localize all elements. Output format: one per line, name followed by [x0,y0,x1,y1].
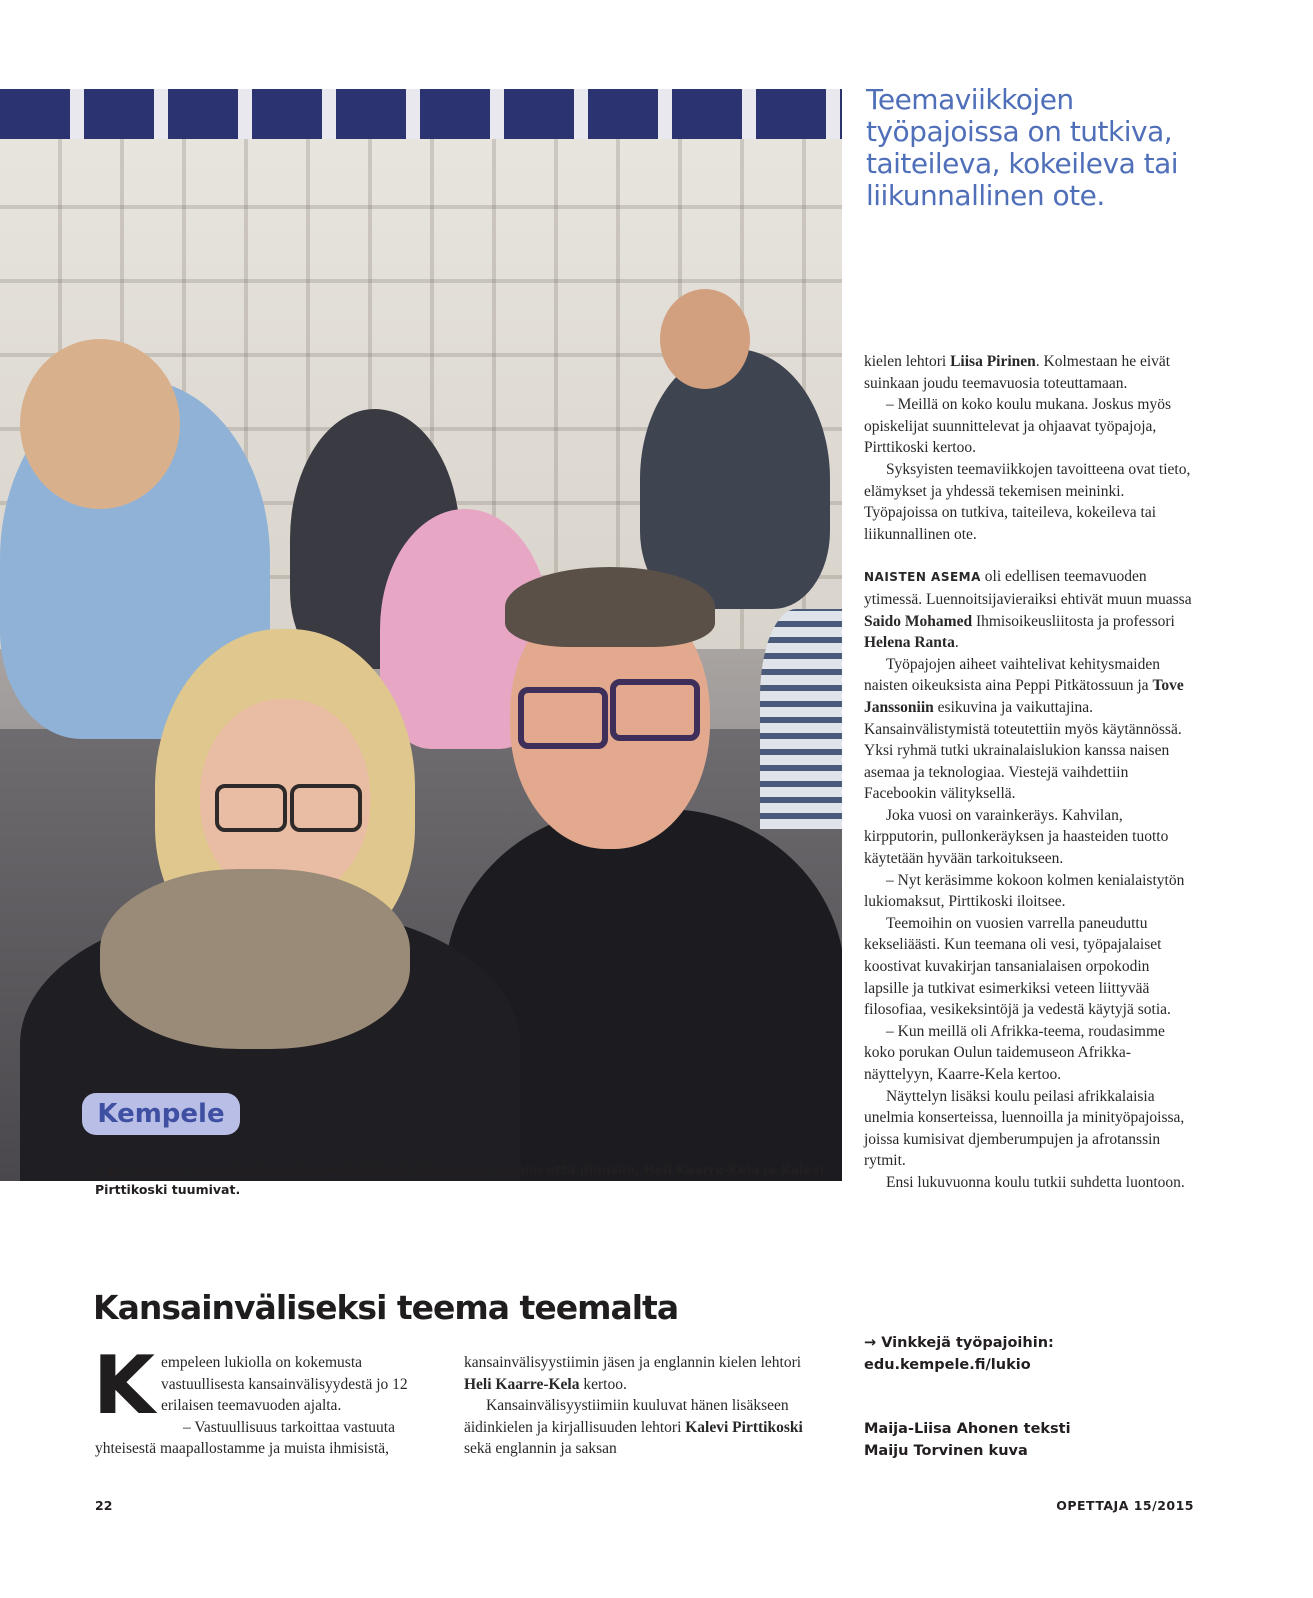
paragraph-text: kansainvälisyystiimin jäsen ja englannin kielen lehtori [464,1354,802,1371]
article-headline: Kansainväliseksi teema teemalta [93,1288,679,1327]
paragraph-text: Kansainvälisyystiimiin kuuluvat hänen lisäkseen äidinkielen ja kirjallisuuden lehtori [464,1397,789,1436]
paragraph-text: . [954,634,959,652]
article-column-3 [864,351,1194,1194]
publication-issue: OPETTAJA 15/2015 [1056,1498,1194,1513]
photo-student-smiling-head [20,339,180,509]
paragraph-spacer [864,545,1194,566]
person-name: Saido Mohamed [864,612,973,630]
pull-quote: Teemaviikkojen työpajoissa on tutkiva, taiteileva, kokeileva tai liikunnallinen ote. [866,83,1179,212]
paragraph [864,654,1194,805]
photo-caption [95,1160,825,1199]
photo-student-striped-shirt [760,609,842,829]
article-column-1 [93,1339,443,1460]
paragraph-text: esikuvina ja vaikuttajina. Kansainvälistymistä toteutettiin myös käytännössä. Yksi ryhmä tutki ukrainalaislukion kanssa naisen asemaa ja teknologiaa. Viestejä vaihdettiin Facebookin välityksellä. [864,698,1182,803]
paragraph: – Meillä on koko koulu mukana. Joskus myös opiskelijat suunnittelevat ja ohjaavat työpajoja, Pirttikoski kertoo. [864,396,1172,457]
photo-woman-glasses-right [290,784,362,832]
article-photo [0,89,842,1181]
photo-student-head [660,289,750,389]
paragraph-text: sekä englannin ja saksan [464,1440,617,1458]
paragraph-text: kertoo. [579,1375,627,1393]
paragraph [93,1339,443,1432]
article-credits [864,1418,1194,1462]
text-credit: Maija-Liisa Ahonen teksti [864,1421,1071,1437]
section-lead-in: NAISTEN ASEMA [864,570,981,585]
paragraph: Joka vuosi on varainkeräys. Kahvilan, kirpputorin, pullonkeräyksen ja haasteiden tuotto käytetään hyvään tarkoitukseen. [864,806,1169,868]
paragraph [464,1395,804,1460]
photo-man-glasses-left [518,687,608,749]
paragraph-text: . Kolmestaan he eivät suinkaan joudu teemavuosia toteuttamaan. [864,353,1171,392]
person-name: Tove Janssoniin [864,677,1184,716]
paragraph: Ensi lukuvuonna koulu tutkii suhdetta luontoon. [886,1173,1185,1191]
article-column-2 [464,1352,804,1460]
photo-woman-glasses-left [215,784,287,832]
paragraph-text: empeleen lukiolla on kokemusta vastuullisesta kansainvälisyydestä jo 12 erilaisen teemavuoden ajalta. [161,1354,408,1415]
location-badge: Kempele [82,1093,240,1135]
paragraph: Teemoihin on vuosien varrella paneuduttu kekseliäästi. Kun teemana oli vesi, työpajalaiset koostivat kuvakirjan tansanialaisen orpokodin lapsille ja tutkivat esimerkiksi veteen liittyvää filosofiaa, vesikeksintöjä ja vedestä käytyjä sotia. [864,914,1171,1019]
paragraph: – Nyt keräsimme kokoon kolmen kenialaistytön lukiomaksut, Pirttikoski iloitsee. [864,871,1185,911]
photo-man-hair [505,567,715,647]
paragraph-text: Työpajojen aiheet vaihtelivat kehitysmaiden naisten oikeuksista aina Peppi Pitkätossuun ja [864,655,1160,695]
person-name: Heli Kaarre-Kela [464,1375,580,1393]
paragraph-text: oli edellisen teemavuoden ytimessä. Luennoitsijavieraiksi ehtivät muun muassa [864,568,1192,608]
photo-student-jumping [640,349,830,609]
paragraph-text: kielen lehtori [864,353,951,370]
paragraph: – Vastuullisuus tarkoittaa vastuuta yhteisestä maapallostamme ja muista ihmisistä, [95,1418,395,1458]
person-name: Liisa Pirinen [950,353,1036,370]
photo-man-glasses-right [610,679,700,741]
tips-box [864,1332,1194,1376]
person-name: Helena Ranta [864,634,955,652]
photo-posters-row [0,89,842,139]
person-name: Kalevi Pirttikoski [685,1418,803,1436]
page-number: 22 [95,1498,113,1513]
paragraph [864,566,1194,653]
paragraph [864,351,1194,394]
paragraph: Näyttelyn lisäksi koulu peilasi afrikkalaisia unelmia konserteissa, luennoilla ja minityöpajoissa, joissa kumisivat djemberumpujen ja afrotanssin rytmit. [864,1087,1185,1170]
drop-cap: K [93,1339,155,1432]
paragraph [464,1352,804,1395]
paragraph-text: Ihmisoikeusliitosta ja professori [972,612,1175,630]
photo-credit: Maiju Torvinen kuva [864,1443,1028,1459]
caption-arrow-icon: ► [95,1164,104,1177]
tips-link[interactable]: edu.kempele.fi/lukio [864,1357,1031,1373]
paragraph: Syksyisten teemaviikkojen tavoitteena ovat tieto, elämykset ja yhdessä tekemisen meininki. Työpajoissa on tutkiva, taiteileva, kokeileva tai liikunnallinen ote. [864,460,1191,543]
tips-label: → Vinkkejä työpajoihin: [864,1335,1054,1351]
photo-woman-scarf [100,869,410,1049]
caption-text: Eri vuosien kansainvälisyysteemat jättävät jäljen sekä seiniin että ihmisiin, Heli Kaarre-Kela ja Kalevi Pirttikoski tuumivat. [95,1162,825,1197]
paragraph: – Kun meillä oli Afrikka-teema, roudasimme koko porukan Oulun taidemuseon Afrikka-näyttelyyn, Kaarre-Kela kertoo. [864,1022,1165,1083]
